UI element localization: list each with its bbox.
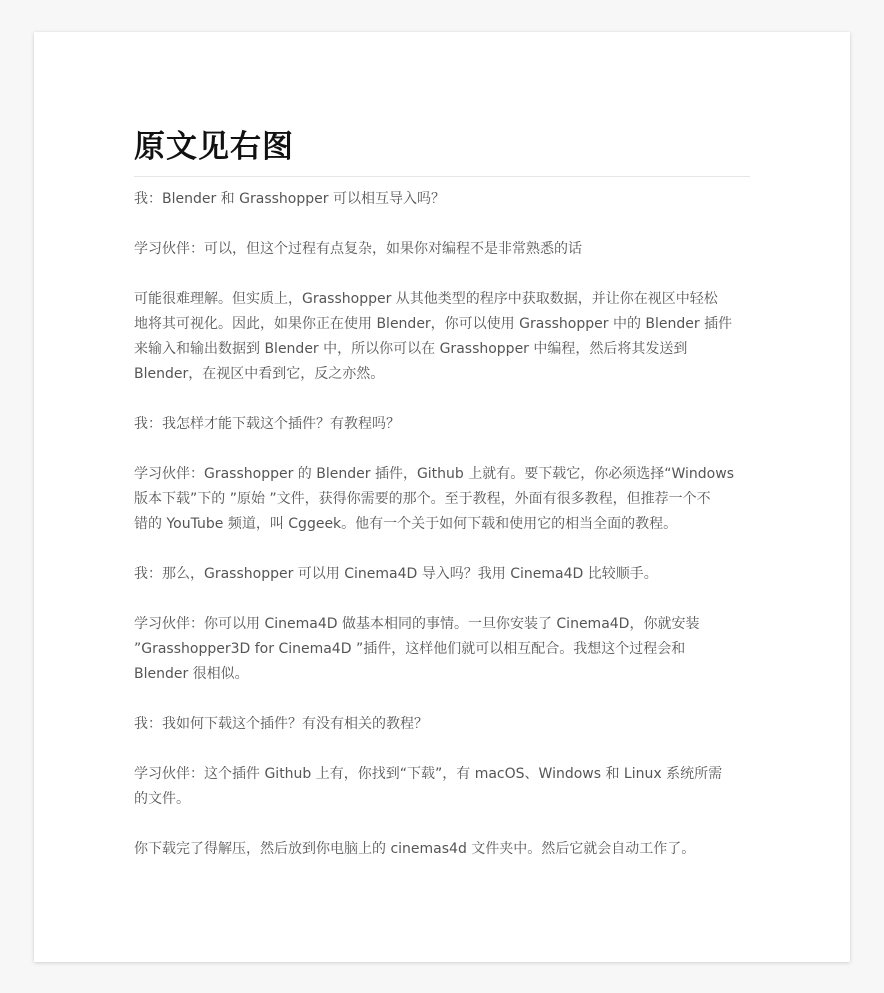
page-title: 原文见右图 <box>134 129 294 165</box>
paragraph: 学习伙伴：Grasshopper 的 Blender 插件，Github 上就有。要下载它，你必须选择“Windows 版本下载”下的 ”原始 ”文件，获得你需要的那个。至于教程，外面有很多教程，但推荐一个不 错的 YouTube 频道，叫 Cggeek。他有一个关于如何下载和使用它的相当全面的教程。 <box>134 466 734 532</box>
document-page <box>34 32 850 962</box>
paragraph: 我：我怎样才能下载这个插件？有教程吗？ <box>134 416 400 432</box>
paragraph: 我：我如何下载这个插件？有没有相关的教程？ <box>134 716 428 732</box>
document-content <box>134 124 750 887</box>
paragraph: 我：Blender 和 Grasshopper 可以相互导入吗？ <box>134 191 445 207</box>
title-divider <box>134 176 750 177</box>
paragraph: 学习伙伴：你可以用 Cinema4D 做基本相同的事情。一旦你安装了 Cinema4D，你就安装 ”Grasshopper3D for Cinema4D ”插件，这样他们就可以相互配合。我想这个过程会和 Blender 很相似。 <box>134 616 700 682</box>
paragraph: 学习伙伴：这个插件 Github 上有，你找到“下载”，有 macOS、Windows 和 Linux 系统所需 的文件。 <box>134 766 723 807</box>
paragraph: 学习伙伴：可以，但这个过程有点复杂，如果你对编程不是非常熟悉的话 <box>134 241 582 257</box>
paragraph: 我：那么，Grasshopper 可以用 Cinema4D 导入吗？我用 Cinema4D 比较顺手。 <box>134 566 658 582</box>
paragraph: 你下载完了得解压，然后放到你电脑上的 cinemas4d 文件夹中。然后它就会自动工作了。 <box>134 841 696 857</box>
paragraph: 可能很难理解。但实质上，Grasshopper 从其他类型的程序中获取数据，并让你在视区中轻松 地将其可视化。因此，如果你正在使用 Blender，你可以使用 Grasshopper 中的 Blender 插件 来输入和输出数据到 Blender 中，所以你可以在 Grasshopper 中编程，然后将其发送到 Blender，在视区中看到它，反之亦然。 <box>134 291 733 382</box>
